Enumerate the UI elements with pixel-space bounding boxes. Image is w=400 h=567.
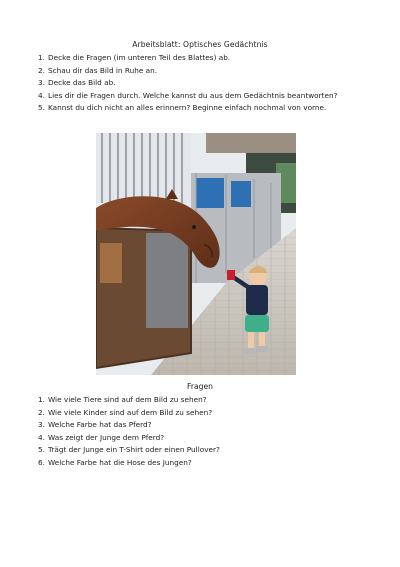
instruction-item: 2. Schau dir das Bild in Ruhe an. [38,65,158,75]
instructions-list [38,52,338,115]
questions-list [38,394,220,470]
question-item: 2. Wie viele Kinder sind auf dem Bild zu sehen? [38,407,213,417]
instruction-item: 4. Lies dir die Fragen durch. Welche kannst du aus dem Gedächtnis beantworten? [38,90,338,100]
instruction-item: 3. Decke das Bild ab. [38,78,116,88]
instruction-item: 1. Decke die Fragen (im unteren Teil des Blattes) ab. [38,53,231,62]
question-item: 4. Was zeigt der Junge dem Pferd? [38,432,165,442]
question-item: 5. Trägt der Junge ein T-Shirt oder einen Pullover? [38,445,220,455]
instruction-item: 5. Kannst du dich nicht an alles erinnern? Beginne einfach nochmal von vorne. [38,103,327,113]
question-item: 6. Welche Farbe hat die Hose des Jungen? [38,457,192,467]
stable-photo [96,133,296,375]
questions-title: Fragen [187,382,213,391]
worksheet-title: Arbeitsblatt: Optisches Gedächtnis [132,40,268,49]
question-item: 1. Wie viele Tiere sind auf dem Bild zu sehen? [38,395,207,404]
question-item: 3. Welche Farbe hat das Pferd? [38,420,152,430]
